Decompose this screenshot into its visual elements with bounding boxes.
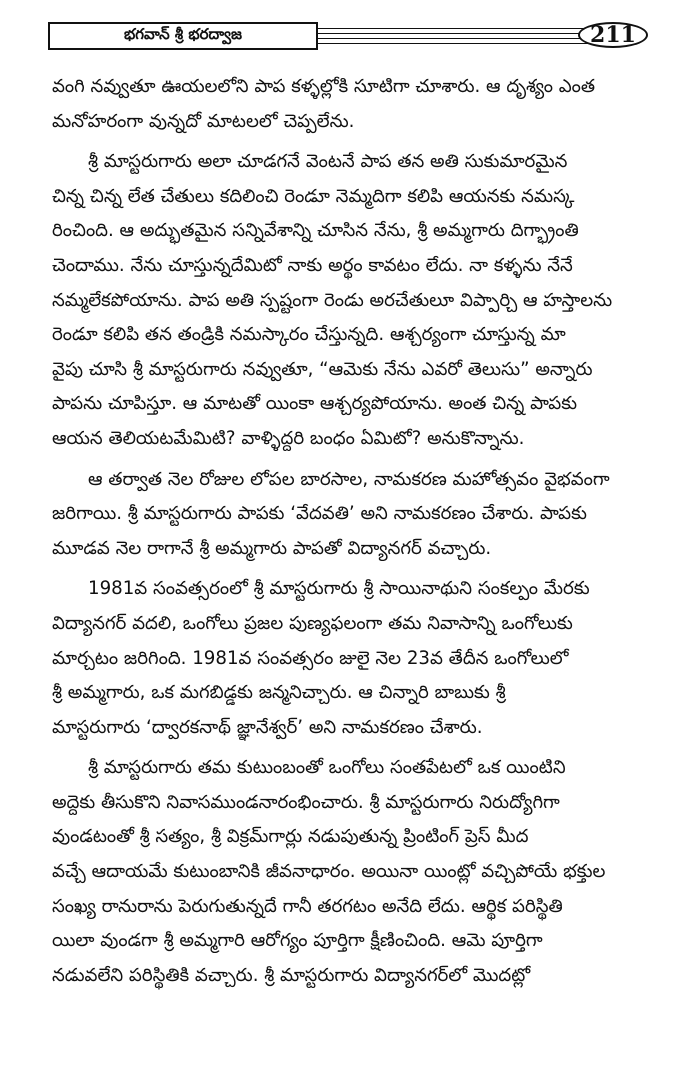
book-title: భగవాన్ శ్రీ భరద్వాజ [48, 22, 318, 50]
text-line: నడువలేని పరిస్థితికి వచ్చారు. శ్రీ మాస్టరుగారు విద్యానగర్‌లో మొదట్లో [52, 964, 531, 986]
text-line: వైపు చూసి శ్రీ మాస్టరుగారు నవ్వుతూ, “ఆమెకు నేను ఎవరో తెలుసు” అన్నారు [52, 358, 593, 380]
paragraph [52, 70, 652, 139]
text-line: అద్దెకు తీసుకొని నివాసముండనారంభించారు. శ్రీ మాస్టరుగారు నిరుద్యోగిగా [52, 791, 560, 813]
text-line: శ్రీ మాస్టరుగారు తమ కుటుంబంతో ఒంగోలు సంతపేటలో ఒక యింటిని [88, 757, 566, 779]
paragraph [52, 572, 652, 745]
text-line: ఆయన తెలియటమేమిటి? వాళ్ళిద్దరి బంధం ఏమిటో? అనుకొన్నాను. [52, 427, 525, 449]
page-header [48, 22, 652, 52]
text-line: విద్యానగర్ వదలి, ఒంగోలు ప్రజల పుణ్యఫలంగా తమ నివాసాన్ని ఒంగోలుకు [52, 612, 573, 634]
text-line: మాస్టరుగారు ‘ద్వారకనాథ్ జ్ఞానేశ్వర్’ అని నామకరణం చేశారు. [52, 716, 483, 738]
text-line: రెండూ కలిపి తన తండ్రికి నమస్కారం చేస్తున్నది. ఆశ్చర్యంగా చూస్తున్న మా [52, 324, 566, 346]
text-line: వంగి నవ్వుతూ ఊయలలోని పాప కళ్ళల్లోకి సూటిగా చూశారు. ఆ దృశ్యం ఎంత [52, 76, 596, 97]
text-line: వచ్చే ఆదాయమే కుటుంబానికి జీవనాధారం. అయినా యింట్లో వచ్చిపోయే భక్తుల [52, 861, 606, 883]
body-text [52, 70, 652, 999]
paragraph [52, 751, 652, 993]
text-line: సంఖ్య రానురాను పెరుగుతున్నదే గానీ తరగటం అనేది లేదు. ఆర్థిక పరిస్థితి [52, 895, 563, 917]
text-line: మూడవ నెల రాగానే శ్రీ అమ్మగారు పాపతో విద్యానగర్ వచ్చారు. [52, 537, 492, 559]
text-line: మనోహరంగా వున్నదో మాటలలో చెప్పలేను. [52, 110, 355, 132]
text-line: 1981వ సంవత్సరంలో శ్రీ మాస్టరుగారు శ్రీ సాయినాథుని సంకల్పం మేరకు [88, 578, 590, 600]
text-line: పాపను చూపిస్తూ. ఆ మాటతో యింకా ఆశ్చర్యపోయాను. అంత చిన్న పాపకు [52, 393, 578, 415]
text-line: జరిగాయి. శ్రీ మాస్టరుగారు పాపకు ‘వేదవతి’ అని నామకరణం చేశారు. పాపకు [52, 503, 587, 525]
text-line: శ్రీ మాస్టరుగారు అలా చూడగనే వెంటనే పాప తన అతి సుకుమారమైన [88, 151, 568, 173]
paragraph [52, 145, 652, 456]
text-line: వుండటంతో శ్రీ సత్యం, శ్రీ విక్రమ్‌గార్లు నడుపుతున్న ప్రింటింగ్ ప్రెస్ మీద [52, 826, 529, 848]
text-line: యిలా వుండగా శ్రీ అమ్మగారి ఆరోగ్యం పూర్తిగా క్షీణించింది. ఆమె పూర్తిగా [52, 930, 543, 952]
text-line: రించింది. ఆ అద్భుతమైన సన్నివేశాన్ని చూసిన నేను, శ్రీ అమ్మగారు దిగ్భ్రాంతి [52, 220, 579, 242]
text-line: చెందాము. నేను చూస్తున్నదేమిటో నాకు అర్థం కావటం లేదు. నా కళ్ళను నేనే [52, 254, 573, 276]
header-rules [318, 26, 618, 50]
text-line: మార్చటం జరిగింది. 1981వ సంవత్సరం జులై నెల 23వ తేదీన ఒంగోలులో [52, 647, 569, 669]
paragraph [52, 463, 652, 567]
text-line: చిన్న చిన్న లేత చేతులు కదిలించి రెండూ నెమ్మదిగా కలిపి ఆయనకు నమస్క [52, 185, 575, 207]
page-number: 211 [578, 22, 648, 48]
text-line: నమ్మలేకపోయాను. పాప అతి స్పష్టంగా రెండు అరచేతులూ విప్పార్చి ఆ హస్తాలను [52, 289, 613, 311]
text-line: శ్రీ అమ్మగారు, ఒక మగబిడ్డకు జన్మనిచ్చారు. ఆ చిన్నారి బాబుకు శ్రీ [52, 682, 506, 704]
text-line: ఆ తర్వాత నెల రోజుల లోపల బారసాల, నామకరణ మహోత్సవం వైభవంగా [88, 468, 610, 490]
